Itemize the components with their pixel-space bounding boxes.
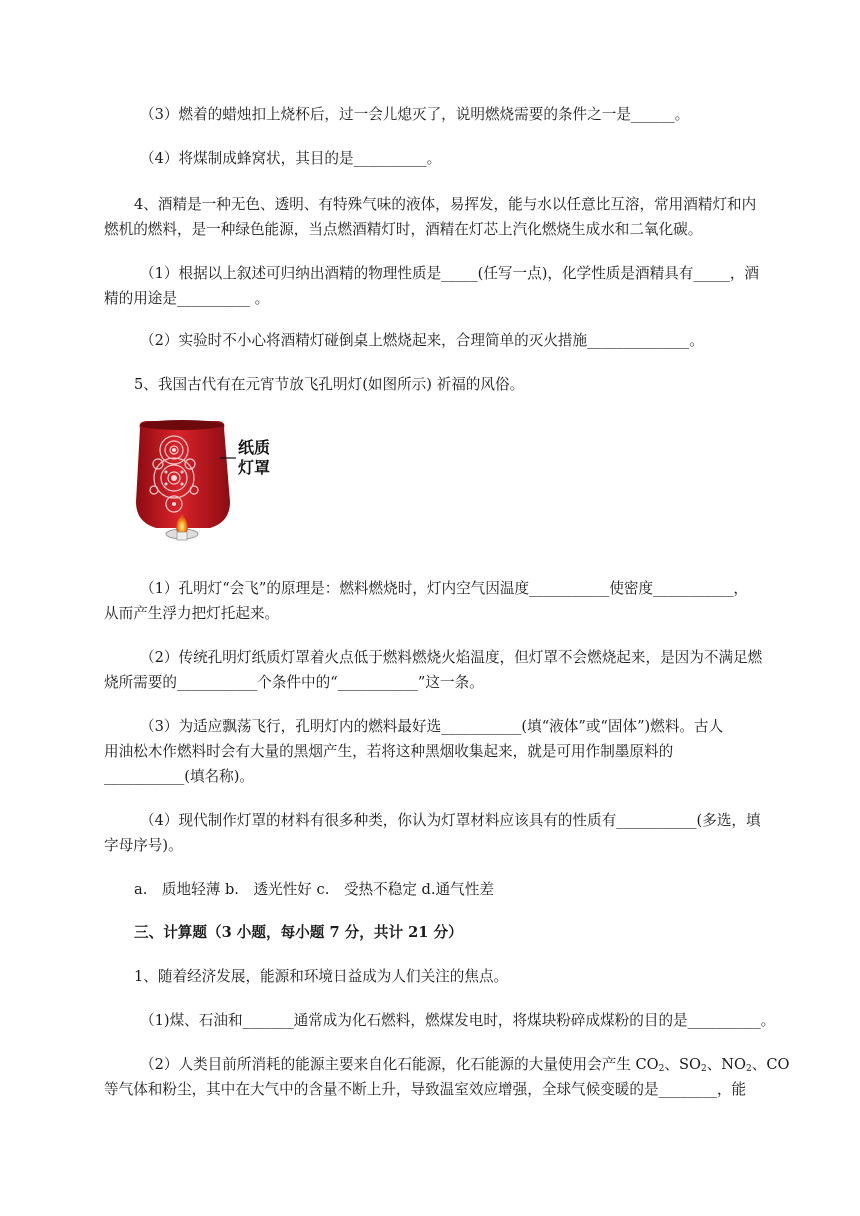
q5-stem: 5、我国古代有在元宵节放飞孔明灯(如图所示) 祈福的风俗。	[134, 376, 525, 393]
text-segment: （2）人类目前所消耗的能源主要来自化石能源，化石能源的大量使用会产生 CO	[140, 1056, 659, 1073]
q5-sub4-line2: 字母序号)。	[104, 837, 183, 854]
text-segment: 、NO	[706, 1056, 747, 1073]
q5-sub1-line1: （1）孔明灯“会飞”的原理是：燃料燃烧时，灯内空气因温度___________使密度___________，	[140, 580, 748, 597]
q5-sub3-line3: ___________(填名称)。	[104, 768, 255, 785]
q5-sub2-line1: （2）传统孔明灯纸质灯罩着火点低于燃料燃烧火焰温度，但灯罩不会燃烧起来，是因为不满足燃	[140, 649, 763, 666]
figure-label-line2: 灯罩	[238, 458, 271, 477]
section-title: 三、计算题（3 小题，每小题 7 分，共计 21 分）	[134, 924, 463, 941]
fuel-holder	[177, 532, 187, 540]
subscript: 2	[700, 1064, 707, 1074]
calc-q1-sub2-line2: 等气体和粉尘，其中在大气中的含量不断上升，导致温室效应增强，全球气候变暖的是________，能	[104, 1081, 747, 1098]
q4-sub2: （2）实验时不小心将酒精灯碰倒桌上燃烧起来，合理简单的灭火措施______________。	[140, 332, 704, 349]
q5-options: a. 质地轻薄 b. 透光性好 c. 受热不稳定 d.通气性差	[134, 881, 494, 898]
subscript: 2	[746, 1064, 752, 1074]
subscript: 2	[658, 1064, 665, 1074]
figure-label-line1: 纸质	[238, 438, 271, 457]
calc-q1-stem: 1、随着经济发展，能源和环境日益成为人们关注的焦点。	[134, 968, 509, 985]
q4-sub1-line2: 精的用途是__________ 。	[104, 290, 270, 307]
q4-stem-line2: 燃机的燃料，是一种绿色能源，当点燃酒精灯时，酒精在灯芯上汽化燃烧生成水和二氧化碳。	[104, 221, 703, 238]
q3-sub4: （4）将煤制成蜂窝状，其目的是__________。	[140, 150, 442, 167]
q5-sub2-line2: 烧所需要的___________个条件中的“___________”这一条。	[104, 674, 484, 691]
lantern-shade	[136, 421, 230, 528]
q5-sub3-line1: （3）为适应飘荡飞行，孔明灯内的燃料最好选___________(填“液体”或“固体”)燃料。古人	[140, 718, 724, 735]
lantern-top	[140, 420, 224, 430]
q5-sub4-line1: （4）现代制作灯罩的材料有很多种类，你认为灯罩材料应该具有的性质有___________(多选，填	[140, 812, 761, 829]
calc-q1-sub1: （1)煤、石油和_______通常成为化石燃料，燃煤发电时，将煤块粉碎成煤粉的目的是__________。	[140, 1012, 776, 1029]
q5-sub1-line2: 从而产生浮力把灯托起来。	[104, 605, 280, 622]
sky-lantern-figure	[132, 418, 282, 554]
calc-q1-sub2-line1	[140, 1055, 789, 1075]
q4-sub1-line1: （1）根据以上叙述可归纳出酒精的物理性质是_____(任写一点)，化学性质是酒精具有_____，酒	[140, 265, 760, 282]
q3-sub3: （3）燃着的蜡烛扣上烧杯后，过一会儿熄灭了，说明燃烧需要的条件之一是______。	[140, 106, 690, 123]
text-segment: 、CO	[751, 1056, 790, 1073]
text-segment: 、SO	[664, 1056, 701, 1073]
q4-stem-line1: 4、酒精是一种无色、透明、有特殊气味的液体，易挥发，能与水以任意比互溶，常用酒精灯和内	[134, 196, 757, 213]
q5-sub3-line2: 用油松木作燃料时会有大量的黑烟产生，若将这种黑烟收集起来，就是可用作制墨原料的	[104, 743, 674, 760]
